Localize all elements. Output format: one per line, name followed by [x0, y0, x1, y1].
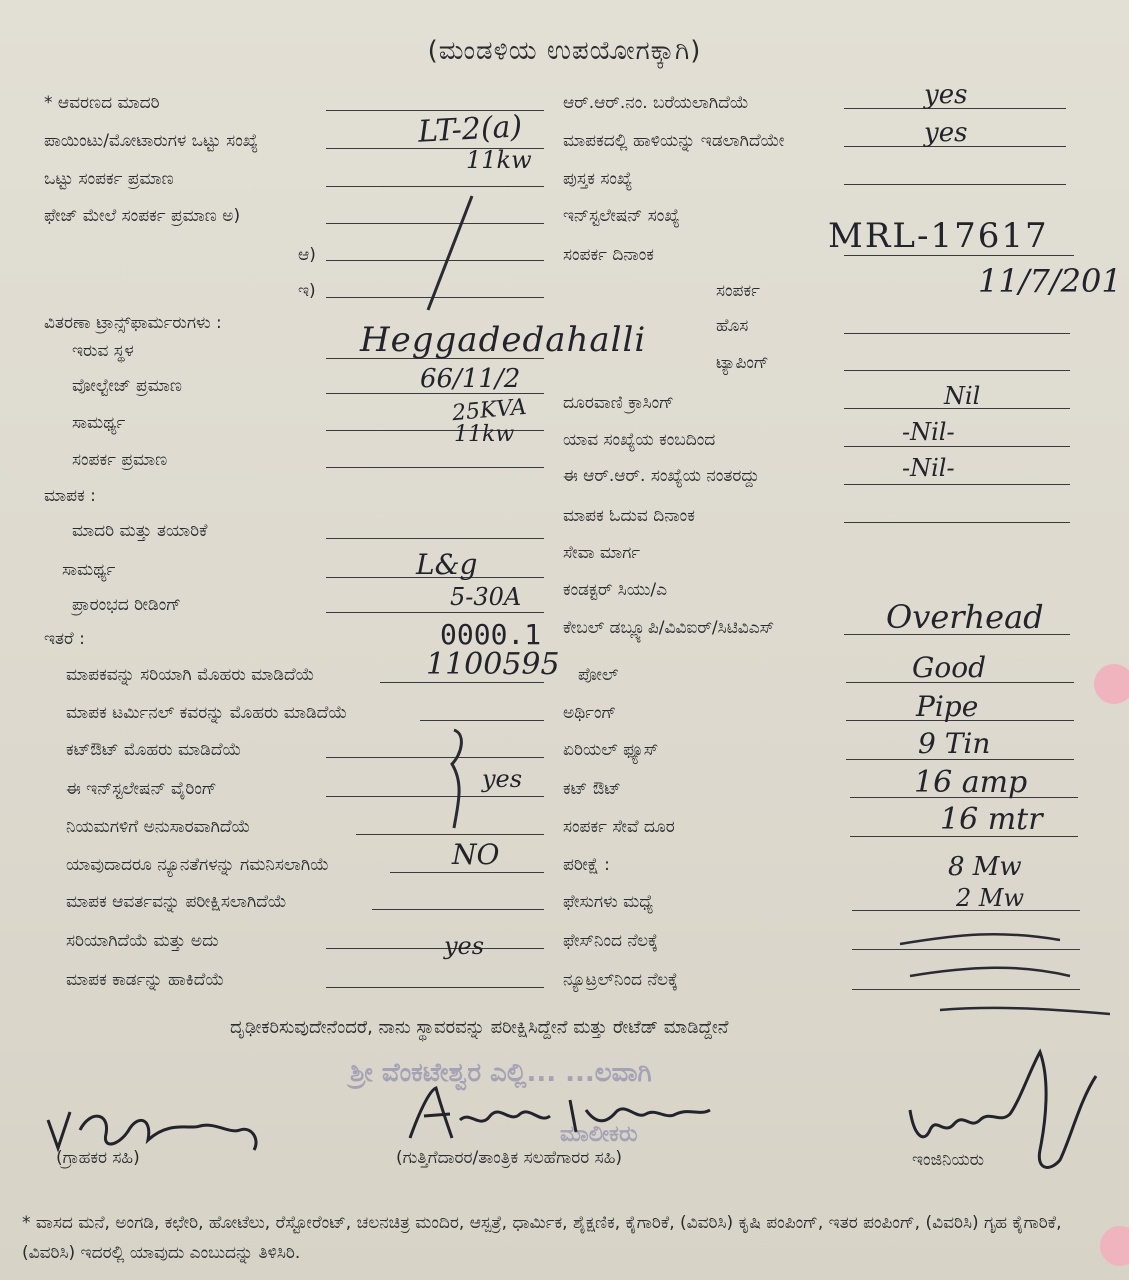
line-new — [844, 333, 1070, 334]
label-as-per-rules: ನಿಯಮಗಳಿಗೆ ಅನುಸಾರವಾಗಿದೆಯೆ — [66, 817, 251, 837]
line-meter-card — [326, 987, 544, 988]
line-connected-load — [326, 467, 544, 468]
hw-points-total-b: 11kw — [466, 146, 532, 174]
customer-signature-caption: (ಗ್ರಾಹಕರ ಸಹಿ) — [56, 1148, 140, 1168]
label-initial-reading: ಪ್ರಾರಂಭದ ರೀಡಿಂಗ್ — [72, 595, 181, 615]
line-initial-reading — [326, 612, 544, 613]
label-capacity: ಸಾಮರ್ಥ್ಯ — [72, 413, 126, 433]
contractor-signature — [400, 1080, 720, 1150]
edge-marker-top — [1094, 664, 1129, 704]
label-correct-and: ಸರಿಯಾಗಿದೆಯೆ ಮತ್ತು ಅದು — [66, 931, 219, 951]
hw-between-phases: 8 Mw — [948, 852, 1022, 882]
line-deficiencies — [390, 872, 544, 873]
footnote-premises-types: * ವಾಸದ ಮನೆ, ಅಂಗಡಿ, ಕಛೇರಿ, ಹೋಟೆಲು, ರೆಸ್ಟೋರೆಂಟ್, ಚಲನಚಿತ್ರ ಮಂದಿರ, ಆಸ್ಪತ್ರೆ, ಧಾರ್ಮಿಕ, ಶೈಕ್ಷಣಿಕ, ಕೈಗಾರಿಕೆ, (ವಿವರಿಸಿ) ಕೃಷಿ ಪಂಪಿಂಗ್, ಇತರ ಪಂಪಿಂಗ್, (ವಿವರಿಸಿ) ಗೃಹ ಕೈಗಾರಿಕೆ, (ವಿವರಿಸಿ) ಇದರಲ್ಲಿ ಯಾವುದು ಎಂಬುದನ್ನು ತಿಳಿಸಿರಿ. — [22, 1213, 1062, 1263]
label-conductor: ಕಂಡಕ್ಟರ್ ಸಿಯು/ಎ — [563, 580, 668, 600]
hw-wiring: yes — [482, 765, 523, 793]
hw-sheet-placed: yes — [924, 118, 968, 148]
hw-initial-reading: 0000.1 — [440, 618, 542, 651]
label-test: ಪರೀಕ್ಷೆ : — [563, 855, 610, 875]
line-after-rr — [844, 484, 1070, 485]
label-installation-number: ಇನ್‌ಸ್ಟಲೇಷನ್ ಸಂಖ್ಯೆ — [563, 206, 680, 226]
hw-proper: yes — [444, 932, 485, 960]
hw-cutout: 16 amp — [914, 765, 1028, 800]
hw-deficiency: NO — [452, 838, 500, 871]
form-title: (ಮಂಡಳಿಯ ಉಪಯೋಗಕ್ಕಾಗಿ) — [427, 36, 702, 66]
hw-location: Heggadedahalli — [360, 320, 647, 360]
line-pole-number — [844, 446, 1070, 447]
line-model-make — [326, 538, 544, 539]
stamp-owner: ಮಾಲೀಕರು — [560, 1122, 638, 1147]
hw-installation-number: MRL-17617 — [828, 216, 1049, 256]
line-cutout-sealed — [326, 757, 544, 758]
label-connection: ಸಂಪರ್ಕ — [716, 281, 760, 301]
stamp-firm-name: ಶ್ರೀ ವೆಂಕಟೇಶ್ವರ ಎಲ್ಲಿ... ...ಲವಾಗಿ — [350, 1058, 652, 1088]
hw-aerial-fuse: 9 Tin — [918, 727, 991, 760]
hw-pole: Good — [912, 651, 987, 684]
label-meter-reading-date: ಮಾಪಕ ಓದುವ ದಿನಾಂಕ — [563, 506, 695, 526]
label-points-motors-total: ಪಾಯಿಂಟು/ಮೋಟಾರುಗಳ ಒಟ್ಟು ಸಂಖ್ಯೆ — [44, 131, 259, 151]
line-meter-sealed — [380, 682, 544, 683]
label-tapping: ಟ್ಯಾಪಿಂಗ್ — [716, 353, 769, 373]
line-book-number — [844, 184, 1066, 185]
hw-phase-ground: 2 Mw — [956, 884, 1025, 912]
hw-service-distance: 16 mtr — [940, 802, 1043, 837]
label-terminal-cover-sealed: ಮಾಪಕ ಟರ್ಮಿನಲ್ ಕವರನ್ನು ಮೊಹರು ಮಾಡಿದೆಯೆ — [66, 703, 348, 723]
label-service-distance: ಸಂಪರ್ಕ ಸೇವೆ ದೂರ — [563, 817, 675, 837]
hw-points-total: LT-2(a) — [417, 109, 523, 150]
label-voltage: ವೋಲ್ಟೇಜ್ ಪ್ರಮಾಣ — [72, 376, 182, 396]
hw-dash-marks — [880, 920, 1110, 1030]
hw-capacity: 25KVA — [451, 394, 528, 427]
label-phase-load-c: ಇ) — [298, 281, 316, 301]
line-as-per-rules — [356, 834, 544, 835]
label-location: ಇರುವ ಸ್ಥಳ — [72, 341, 134, 361]
label-installation-wiring: ಈ ಇನ್‌ಸ್ಟಲೇಷನ್ ವೈರಿಂಗ್ — [66, 779, 217, 799]
line-total-load — [326, 186, 544, 187]
label-earthing: ಅರ್ಥಿಂಗ್ — [563, 703, 617, 723]
label-telephone-crossing: ದೂರವಾಣಿ ಕ್ರಾಸಿಂಗ್ — [563, 393, 674, 413]
label-model-make: ಮಾದರಿ ಮತ್ತು ತಯಾರಿಕೆ — [72, 521, 208, 541]
label-aerial-fuse: ಏರಿಯಲ್ ಫ್ಯೂಸ್ — [563, 740, 659, 760]
label-connected-load: ಸಂಪರ್ಕ ಪ್ರಮಾಣ — [72, 450, 168, 470]
contractor-signature-caption: (ಗುತ್ತಿಗೆದಾರರ/ತಾಂತ್ರಿಕ ಸಲಹೆಗಾರರ ಸಹಿ) — [396, 1148, 623, 1168]
hw-earthing: Pipe — [916, 690, 979, 723]
hw-voltage: 66/11/2 — [420, 364, 521, 394]
hw-after-rr: -Nil- — [902, 454, 955, 482]
label-book-number: ಪುಸ್ತಕ ಸಂಖ್ಯೆ — [563, 169, 633, 189]
label-distribution-transformers: ವಿತರಣಾ ಟ್ರಾನ್ಸ್‌ಫಾರ್ಮರುಗಳು : — [44, 313, 222, 333]
label-meter-heading: ಮಾಪಕ : — [44, 486, 96, 506]
label-service-line: ಸೇವಾ ಮಾರ್ಗ — [563, 543, 641, 563]
label-pole: ಪೋಲ್ — [578, 665, 619, 685]
line-meter-rotation — [372, 909, 544, 910]
hw-strike-phase — [410, 190, 490, 320]
label-meter-card: ಮಾಪಕ ಕಾರ್ಡನ್ನು ಹಾಕಿದೆಯೆ — [66, 970, 225, 990]
label-phase-load-b: ಆ) — [298, 245, 316, 265]
label-from-pole-number: ಯಾವ ಸಂಖ್ಯೆಯ ಕಂಬದಿಂದ — [563, 430, 716, 450]
label-rr-written: ಆರ್.ಆರ್.ನಂ. ಬರೆಯಲಾಗಿದೆಯೆ — [563, 93, 749, 113]
label-cutout: ಕಟ್ ಔಟ್ — [563, 779, 621, 799]
hw-meter-capacity: 5-30A — [450, 583, 522, 611]
hw-connection-date: 11/7/201 — [978, 262, 1122, 300]
label-neutral-to-ground: ನ್ಯೂಟ್ರಲ್‌ನಿಂದ ನೆಲಕ್ಕೆ — [563, 970, 678, 990]
hw-cable: Overhead — [886, 598, 1044, 636]
label-deficiencies: ಯಾವುದಾದರೂ ನ್ಯೂನತೆಗಳನ್ನು ಗಮನಿಸಲಾಗಿಯೆ — [66, 855, 330, 875]
label-meter-sealed: ಮಾಪಕವನ್ನು ಸರಿಯಾಗಿ ಮೊಹರು ಮಾಡಿದೆಯೆ — [66, 665, 315, 685]
certification-statement: ದೃಢೀಕರಿಸುವುದೇನೆಂದರೆ, ನಾನು ಸ್ಥಾವರವನ್ನು ಪರೀಕ್ಷಿಸಿದ್ದೇನೆ ಮತ್ತು ರೇಟೆಡ್ ಮಾಡಿದ್ದೇನೆ — [230, 1017, 729, 1038]
hw-meter-model: L&g — [416, 548, 478, 581]
hw-meter-sealed: 1100595 — [426, 647, 560, 682]
hw-vertical-marks — [436, 724, 486, 834]
line-correct-and — [326, 948, 544, 949]
label-premises-type: * ಆವರಣದ ಮಾದರಿ — [44, 93, 160, 113]
label-others-heading: ಇತರೆ : — [44, 629, 85, 649]
line-wiring — [326, 796, 544, 797]
label-cable: ಕೇಬಲ್ ಡಬ್ಲ್ಯೂಪಿ/ವಿವಿಐರ್/ಸಿಟಿವಿಎಸ್ — [563, 618, 775, 638]
label-phase-to-ground: ಫೇಸ್‌ನಿಂದ ನೆಲಕ್ಕೆ — [563, 931, 658, 951]
hw-pole-number: -Nil- — [902, 418, 955, 446]
label-cutout-sealed: ಕಟ್‌ಔಟ್ ಮೊಹರು ಮಾಡಿದೆಯೆ — [66, 740, 242, 760]
label-after-rr-number: ಈ ಆರ್.ಆರ್. ಸಂಖ್ಯೆಯ ನಂತರದ್ದು — [563, 466, 760, 486]
label-new: ಹೊಸ — [716, 316, 749, 336]
line-tapping — [844, 370, 1070, 371]
hw-capacity-b: 11kw — [454, 422, 515, 447]
engineer-signature-caption: ಇಂಜಿನಿಯರು — [912, 1150, 985, 1170]
label-connection-date: ಸಂಪರ್ಕ ದಿನಾಂಕ — [563, 245, 654, 265]
label-total-connected-load: ಒಟ್ಟು ಸಂಪರ್ಕ ಪ್ರಮಾಣ — [44, 169, 174, 189]
line-reading-date — [844, 522, 1070, 523]
label-meter-capacity: ಸಾಮರ್ಥ್ಯ — [62, 560, 116, 580]
hw-rr-written: yes — [924, 80, 968, 110]
label-meter-rotation: ಮಾಪಕ ಆವರ್ತವನ್ನು ಪರೀಕ್ಷಿಸಲಾಗಿದೆಯೆ — [66, 892, 287, 912]
line-terminal-sealed — [420, 720, 544, 721]
label-between-phases: ಫೇಸುಗಳು ಮಧ್ಯೆ — [563, 892, 654, 912]
hw-telephone-crossing: Nil — [944, 382, 981, 410]
label-phase-load-a: ಫೇಜ್ ಮೇಲೆ ಸಂಪರ್ಕ ಪ್ರಮಾಣ ಅ) — [44, 206, 241, 226]
label-sheet-placed: ಮಾಪಕದಲ್ಲಿ ಹಾಳಿಯನ್ನು ಇಡಲಾಗಿದೆಯೇ — [563, 131, 785, 151]
